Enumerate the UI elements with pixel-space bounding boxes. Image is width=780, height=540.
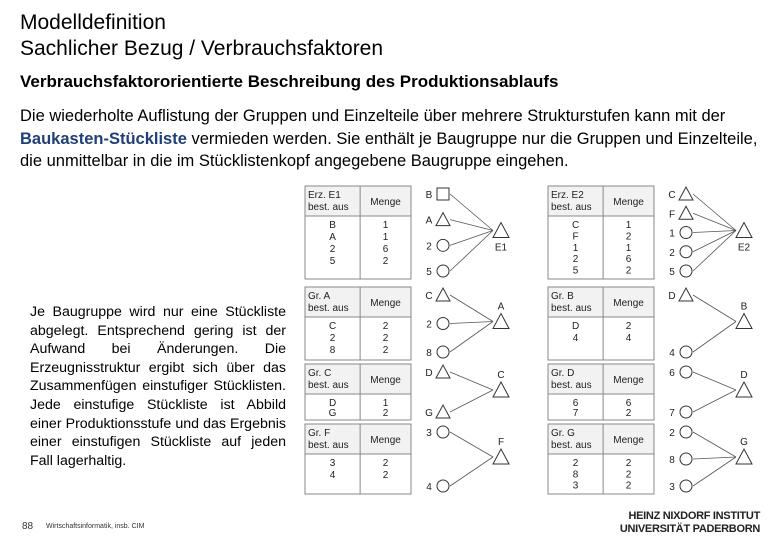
section-heading: Verbrauchsfaktororientierte Beschreibung des Produktionsablaufs (20, 72, 559, 91)
bom-part: C (571, 220, 580, 231)
bom-qty: 2 (382, 458, 389, 469)
bom-part: 1 (572, 242, 579, 254)
graph-parent-label: C (497, 370, 505, 381)
graph-node-label: 1 (669, 228, 675, 240)
bom-part: 3 (329, 458, 336, 469)
graph-edge (450, 231, 493, 246)
bom-part: 2 (572, 254, 579, 266)
bom-head-menge: Menge (370, 435, 401, 446)
graph-node-label: B (425, 190, 433, 201)
bom-qty: 2 (625, 321, 632, 332)
graph-node-label: 2 (669, 428, 675, 439)
graph-parent-node (493, 382, 509, 397)
bom-part: C (328, 321, 337, 332)
graph-node-circle (437, 265, 449, 277)
graph-node-circle (437, 426, 449, 438)
bom-part: 2 (572, 458, 579, 469)
graph-node-label: F (668, 209, 676, 221)
bom-qty: 6 (625, 398, 632, 409)
graph-edge (450, 457, 493, 486)
graph-parent-node (736, 223, 752, 238)
bom-qty: 1 (382, 398, 389, 409)
logo-line1: HEINZ NIXDORF INSTITUT (628, 510, 760, 522)
graph-parent-label: F (497, 437, 505, 448)
graph-edge (693, 231, 736, 252)
bom-head-menge: Menge (370, 197, 401, 208)
graph-node-label: 3 (426, 428, 432, 439)
graph-parent-label: E1 (494, 242, 508, 254)
graph-node-triangle (436, 365, 450, 378)
bom-head-menge: Menge (613, 197, 644, 208)
bom-qty: 2 (625, 231, 632, 243)
graph-edge (450, 322, 493, 324)
bom-qty: 2 (625, 265, 632, 277)
bom-qty: 2 (382, 470, 389, 481)
graph-node-triangle (436, 405, 450, 418)
bom-head-title: Gr. C (308, 368, 332, 379)
graph-node-circle (680, 265, 692, 277)
graph-node-label: 5 (426, 267, 432, 278)
graph-edge (693, 231, 736, 233)
bom-head-title: Gr. F (308, 428, 331, 439)
bom-head-title: Gr. D (551, 368, 575, 379)
bom-part: B (329, 220, 336, 231)
bom-head-title: Gr. A (308, 291, 331, 302)
graph-node-circle (437, 480, 449, 492)
graph-parent-node (493, 449, 509, 464)
bom-part: F (572, 231, 579, 243)
graph-node-triangle (436, 288, 450, 301)
bom-head-title: Gr. G (551, 428, 575, 439)
bom-part: A (329, 232, 336, 243)
bom-part: 8 (572, 469, 579, 481)
graph-edge (693, 194, 736, 231)
graph-edge (693, 432, 736, 457)
bom-qty: 2 (625, 469, 632, 481)
bom-part: D (328, 398, 337, 409)
bom-qty: 6 (625, 254, 632, 266)
bom-qty: 2 (625, 408, 632, 419)
logo-line2: UNIVERSITÄT PADERBORN (619, 523, 760, 535)
graph-node-label: 2 (669, 247, 675, 259)
graph-parent-label: G (740, 437, 748, 448)
graph-node-label: 6 (669, 368, 675, 379)
bom-qty: 2 (625, 458, 632, 469)
graph-edge (693, 457, 736, 459)
slide-title: Modelldefinition (20, 11, 166, 34)
graph-node-circle (680, 480, 692, 492)
bom-qty: 6 (382, 244, 389, 255)
graph-node-circle (437, 346, 449, 358)
graph-node-label: D (425, 368, 433, 379)
bom-qty: 2 (382, 321, 389, 332)
intro-text-post: vermieden werden. Sie enthält je Baugruppe nur die Gruppen und Einzelteile, die unmittelbar in die im Stücklistenkopf angegebene Baugruppe eingehen. (20, 129, 758, 170)
graph-node-triangle (679, 288, 693, 301)
graph-node-label: C (425, 291, 433, 302)
graph-edge (450, 390, 493, 412)
bom-head-sub: best. aus (308, 202, 349, 213)
bom-part: 2 (329, 333, 336, 344)
graph-node-label: G (425, 408, 433, 419)
graph-edge (450, 372, 493, 390)
graph-node-circle (680, 346, 692, 358)
bom-head-sub: best. aus (308, 380, 349, 391)
graph-node-circle (437, 239, 449, 251)
graph-edge (693, 322, 736, 353)
graph-node-circle (680, 406, 692, 418)
bom-head-title: Erz. E2 (551, 190, 584, 201)
graph-parent-node (736, 314, 752, 329)
bom-part: 7 (572, 408, 579, 419)
bom-qty: 2 (382, 333, 389, 344)
graph-node-circle (680, 227, 692, 239)
bom-head-title: Erz. E1 (308, 190, 341, 201)
graph-node-label: A (425, 215, 433, 227)
graph-edge (450, 295, 493, 322)
bom-head-menge: Menge (613, 435, 644, 446)
bom-part: 4 (572, 333, 579, 344)
bom-head-menge: Menge (370, 375, 401, 386)
graph-edge (693, 390, 736, 412)
graph-edge (693, 372, 736, 390)
graph-node-label: 7 (669, 408, 675, 419)
slide-subtitle: Sachlicher Bezug / Verbrauchsfaktoren (20, 37, 384, 60)
graph-parent-node (493, 314, 509, 329)
bom-part: 5 (572, 265, 579, 277)
bom-head-sub: best. aus (551, 380, 592, 391)
graph-node-label: C (668, 190, 676, 201)
graph-parent-node (736, 382, 752, 397)
bom-head-sub: best. aus (551, 303, 592, 314)
bom-part: 2 (329, 244, 336, 255)
bom-qty: 2 (382, 345, 389, 356)
graph-node-label: 8 (426, 348, 432, 359)
graph-node-label: 2 (426, 241, 432, 253)
graph-node-square (437, 188, 449, 200)
bom-part: D (571, 321, 580, 332)
bom-head-menge: Menge (613, 375, 644, 386)
bom-head-sub: best. aus (551, 202, 592, 213)
graph-node-label: 4 (426, 482, 432, 493)
bom-part: 5 (329, 256, 336, 267)
side-paragraph: Je Baugruppe wird nur eine Stückliste abgelegt. Entsprechend gering ist der Aufwand bei Änderungen. Die Erzeugnisstruktur ergibt sich über das Zusammenfügen einstufiger Stücklisten. Jede einstufige Stückliste ist Abbild einer Produktionsstufe und das Ergebnis einer einstufigen Stückliste auf jeden Fall lagerhaltig. (30, 304, 286, 469)
graph-node-triangle (436, 213, 450, 226)
bom-qty: 2 (625, 480, 632, 492)
graph-node-label: 5 (669, 267, 675, 278)
bom-qty: 2 (382, 408, 389, 419)
bom-part: 4 (329, 470, 336, 481)
graph-parent-node (736, 449, 752, 464)
graph-edge (693, 295, 736, 322)
graph-node-circle (680, 426, 692, 438)
graph-edge (450, 231, 493, 272)
bom-head-menge: Menge (370, 298, 401, 309)
graph-node-label: D (668, 291, 676, 302)
bom-qty: 1 (382, 220, 389, 231)
graph-parent-label: B (740, 301, 748, 313)
intro-highlight: Baukasten-Stückliste (20, 129, 187, 148)
bom-part: 3 (572, 480, 579, 492)
graph-node-label: 3 (669, 482, 675, 493)
bom-qty: 4 (625, 333, 632, 344)
bom-qty: 1 (382, 232, 389, 243)
graph-node-label: 4 (669, 348, 675, 359)
bom-head-menge: Menge (613, 298, 644, 309)
graph-node-label: 2 (426, 319, 432, 331)
bom-head-sub: best. aus (308, 440, 349, 451)
graph-edge (693, 213, 736, 230)
graph-parent-label: E2 (737, 242, 751, 254)
intro-text-pre: Die wiederholte Auflistung der Gruppen und Einzelteile über mehrere Strukturstufen kann mit der (20, 107, 726, 125)
graph-parent-label: D (740, 370, 748, 381)
bom-part: 6 (572, 398, 579, 409)
graph-node-circle (680, 453, 692, 465)
bom-qty: 1 (625, 242, 632, 254)
graph-edge (450, 432, 493, 457)
graph-node-circle (680, 246, 692, 258)
bom-qty: 1 (625, 220, 632, 231)
bom-head-sub: best. aus (551, 440, 592, 451)
bom-qty: 2 (382, 256, 389, 267)
page-number: 88 (22, 521, 34, 532)
graph-edge (450, 322, 493, 353)
graph-edge (693, 231, 736, 272)
graph-edge (693, 457, 736, 486)
graph-node-triangle (679, 206, 693, 219)
graph-parent-node (493, 223, 509, 238)
graph-node-circle (437, 318, 449, 330)
graph-parent-label: A (497, 301, 505, 313)
bom-head-sub: best. aus (308, 303, 349, 314)
graph-node-circle (680, 366, 692, 378)
footer-text: Wirtschaftsinformatik, insb. CIM (46, 523, 145, 530)
graph-node-label: 8 (669, 455, 675, 466)
graph-node-triangle (679, 187, 693, 200)
bom-part: 8 (329, 345, 336, 356)
bom-part: G (328, 408, 337, 419)
bom-head-title: Gr. B (551, 291, 574, 302)
